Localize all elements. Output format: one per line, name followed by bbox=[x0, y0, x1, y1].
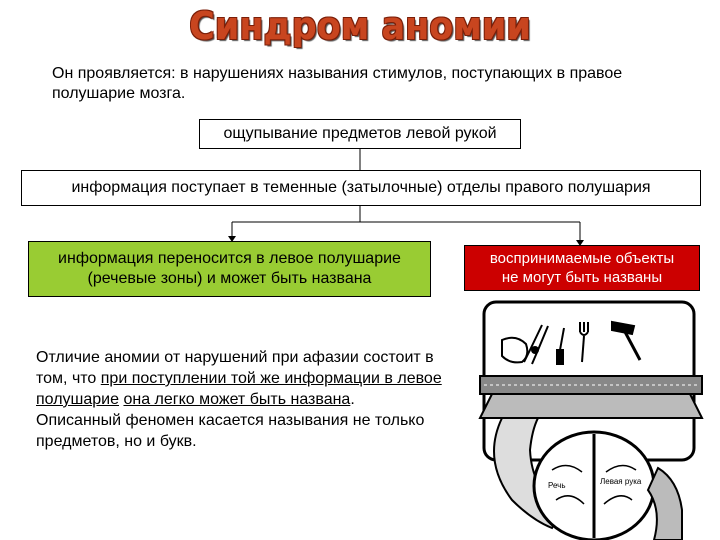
page-title: Синдром аномии bbox=[189, 4, 531, 48]
step1-box: ощупывание предметов левой рукой bbox=[199, 119, 521, 149]
right-outcome-line1: воспринимаемые объекты bbox=[489, 250, 675, 267]
hand-icon bbox=[502, 338, 527, 363]
left-outcome-line2: (речевые зоны) и может быть названа bbox=[87, 270, 372, 287]
brain-label-right: Левая рука bbox=[600, 477, 642, 486]
description-underlined2: она легко может быть названа bbox=[123, 391, 351, 408]
right-outcome-box bbox=[464, 245, 700, 291]
step2-box: информация поступает в теменные (затылочные) отделы правого полушария bbox=[21, 170, 701, 206]
description-part1: Отличие аномии от нарушений при афазии состоит в том, что bbox=[36, 349, 434, 387]
right-outcome-line2: не могут быть названы bbox=[501, 269, 663, 286]
description-underlined1: при поступлении той же информации в левое полушарие bbox=[36, 370, 442, 408]
intro-text: Он проявляется: в нарушениях называния стимулов, поступающих в правое полушарие мозга. bbox=[52, 65, 623, 102]
split-brain-illustration bbox=[472, 300, 712, 540]
description-text bbox=[36, 347, 466, 452]
left-outcome-line1: информация переносится в левое полушарие bbox=[58, 250, 401, 267]
table-bar bbox=[480, 376, 702, 394]
left-outcome-box bbox=[28, 241, 431, 297]
brain-label-left: Речь bbox=[548, 481, 566, 490]
description-part2: . bbox=[350, 391, 355, 408]
description-part3: Описанный феномен касается называния не только предметов, но и букв. bbox=[36, 412, 425, 450]
